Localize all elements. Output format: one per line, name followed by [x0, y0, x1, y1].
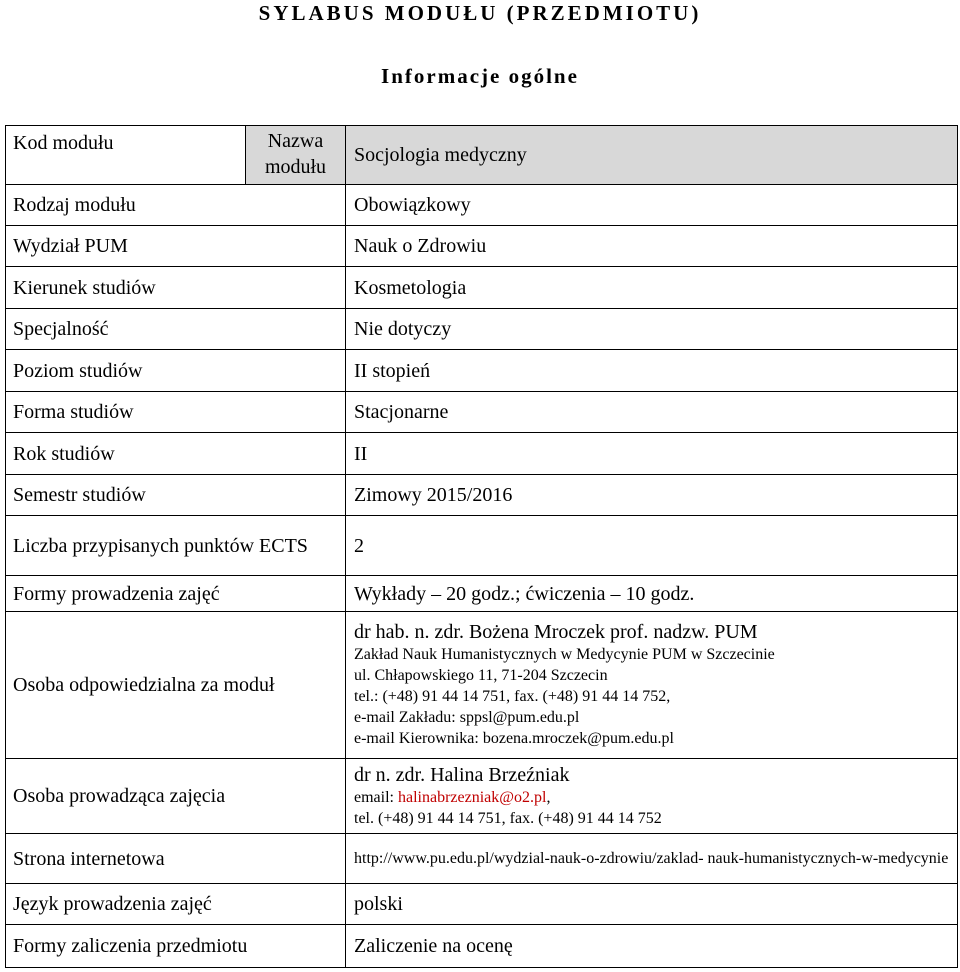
responsible-label: Osoba odpowiedzialna za moduł [6, 612, 346, 759]
module-code-label-text: Kod modułu [13, 132, 114, 154]
document-title: SYLABUS MODUŁU (PRZEDMIOTU) [258, 1, 702, 25]
row-website [6, 834, 958, 884]
ects-value: 2 [346, 516, 958, 576]
row-level [6, 350, 958, 392]
module-type-value: Obowiązkowy [346, 185, 958, 226]
row-assessment [6, 925, 958, 968]
instructor-email-prefix: email: [354, 788, 398, 806]
website-label: Strona internetowa [6, 834, 346, 884]
year-label: Rok studiów [6, 433, 346, 475]
row-class-forms [6, 576, 958, 612]
form-label: Forma studiów [6, 392, 346, 433]
row-module-code [6, 126, 958, 185]
responsible-department: Zakład Nauk Humanistycznych w Medycynie PUM w Szczecinie [354, 646, 775, 663]
website-link[interactable]: http://www.pu.edu.pl/wydzial-nauk-o-zdrowiu/zaklad- nauk-humanistycznych-w-medycynie [354, 850, 949, 867]
faculty-label: Wydział PUM [6, 226, 346, 267]
faculty-value: Nauk o Zdrowiu [346, 226, 958, 267]
row-responsible-person [6, 612, 958, 759]
semester-value: Zimowy 2015/2016 [346, 475, 958, 516]
section-title: Informacje ogólne [381, 64, 579, 88]
row-field-of-study [6, 267, 958, 309]
instructor-phone: tel. (+48) 91 44 14 751, fax. (+48) 91 44 14 752 [354, 809, 662, 827]
row-year [6, 433, 958, 475]
responsible-phone: tel.: (+48) 91 44 14 751, fax. (+48) 91 44 14 752, [354, 688, 671, 705]
module-code-label [6, 126, 246, 185]
instructor-email-suffix: , [546, 788, 551, 806]
responsible-value [346, 612, 958, 759]
website-value [346, 834, 958, 884]
responsible-department-email: e-mail Zakładu: sppsl@pum.edu.pl [354, 709, 580, 726]
row-faculty [6, 226, 958, 267]
specialty-value: Nie dotyczy [346, 309, 958, 350]
level-value: II stopień [346, 350, 958, 392]
instructor-name: dr n. zdr. Halina Brzeźniak [354, 763, 570, 786]
ects-label: Liczba przypisanych punktów ECTS [6, 516, 346, 576]
responsible-name: dr hab. n. zdr. Bożena Mroczek prof. nadzw. PUM [354, 621, 758, 643]
responsible-address: ul. Chłapowskiego 11, 71-204 Szczecin [354, 667, 608, 684]
row-specialty [6, 309, 958, 350]
specialty-label: Specjalność [6, 309, 346, 350]
row-study-form [6, 392, 958, 433]
field-value: Kosmetologia [346, 267, 958, 309]
row-module-type [6, 185, 958, 226]
row-semester [6, 475, 958, 516]
language-label: Język prowadzenia zajęć [6, 884, 346, 925]
instructor-email-link[interactable]: halinabrzezniak@o2.pl [397, 788, 547, 806]
instructor-label: Osoba prowadząca zajęcia [6, 759, 346, 834]
instructor-value [346, 759, 958, 834]
semester-label: Semestr studiów [6, 475, 346, 516]
module-name-value: Socjologia medyczny [346, 126, 958, 185]
module-type-label: Rodzaj modułu [6, 185, 346, 226]
syllabus-table [5, 125, 958, 968]
row-language [6, 884, 958, 925]
assessment-value: Zaliczenie na ocenę [346, 925, 958, 968]
instructor-email-line [354, 787, 957, 808]
form-value: Stacjonarne [346, 392, 958, 433]
year-value: II [346, 433, 958, 475]
class-forms-value: Wykłady – 20 godz.; ćwiczenia – 10 godz. [346, 576, 958, 612]
field-label: Kierunek studiów [6, 267, 346, 309]
row-instructor [6, 759, 958, 834]
class-forms-label: Formy prowadzenia zajęć [6, 576, 346, 612]
assessment-label: Formy zaliczenia przedmiotu [6, 925, 346, 968]
module-name-label: Nazwa modułu [246, 126, 346, 185]
language-value: polski [346, 884, 958, 925]
responsible-head-email: e-mail Kierownika: bozena.mroczek@pum.edu.pl [354, 730, 674, 747]
row-ects [6, 516, 958, 576]
level-label: Poziom studiów [6, 350, 346, 392]
